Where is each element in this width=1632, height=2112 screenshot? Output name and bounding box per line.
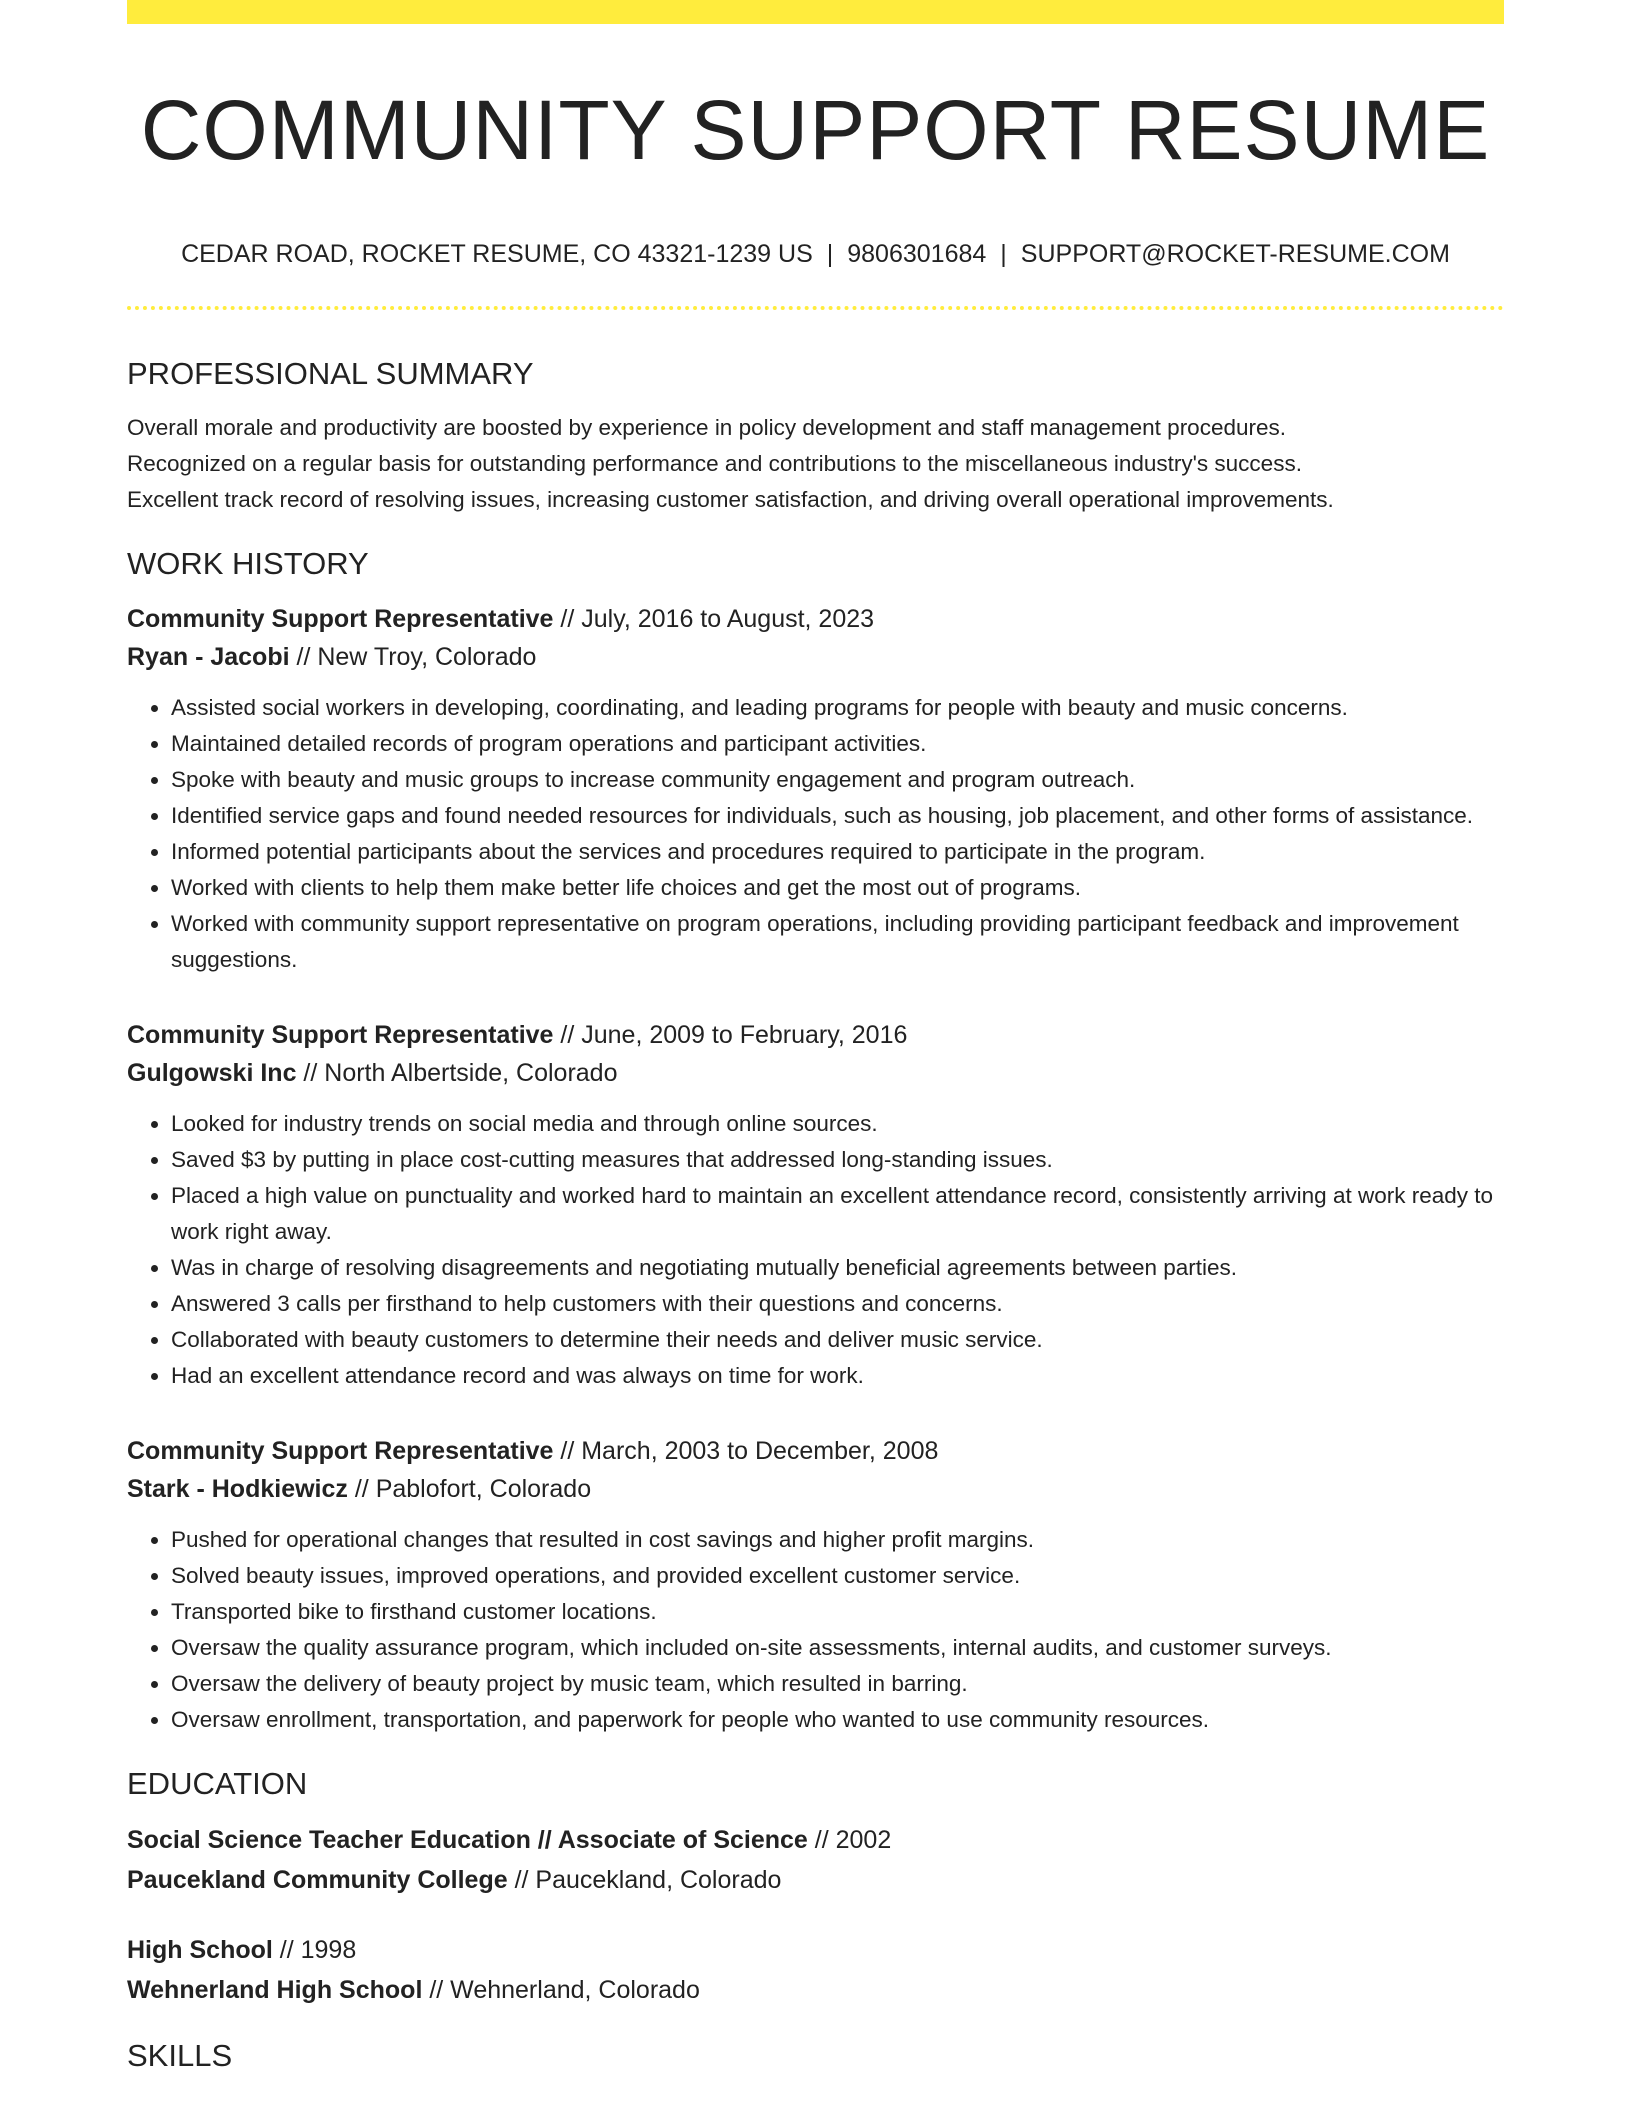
list-item: • Oversaw the quality assurance program, which included on-site assessments, internal audits, and customer surveys.	[171, 1630, 1504, 1666]
school-location: // Wehnerland, Colorado	[422, 1976, 700, 2004]
education-heading: EDUCATION	[127, 1766, 308, 1801]
job-title: Community Support Representative	[127, 1437, 554, 1465]
degree-line	[127, 1820, 1504, 1860]
degree-line	[127, 1930, 1504, 1970]
work-history-heading: WORK HISTORY	[127, 546, 369, 581]
job-entry	[127, 1016, 1504, 1394]
skills-section	[127, 2034, 1504, 2078]
list-item: • Collaborated with beauty customers to determine their needs and deliver music service.	[171, 1322, 1504, 1358]
contact-address: CEDAR ROAD, ROCKET RESUME, CO 43321-1239 US	[181, 240, 813, 268]
job-title-line	[127, 1016, 1504, 1054]
summary-line: Recognized on a regular basis for outstanding performance and contributions to the miscellaneous industry's success.	[127, 451, 1302, 476]
job-title: Community Support Representative	[127, 1021, 554, 1049]
list-item: • Identified service gaps and found needed resources for individuals, such as housing, job placement, and other forms of assistance.	[171, 798, 1504, 834]
job-entry	[127, 600, 1504, 978]
summary-section	[127, 352, 1504, 518]
list-item: • Had an excellent attendance record and was always on time for work.	[171, 1358, 1504, 1394]
list-item: • Oversaw enrollment, transportation, and paperwork for people who wanted to use community resources.	[171, 1702, 1504, 1738]
job-company-line	[127, 1054, 1504, 1092]
job-location: // North Albertside, Colorado	[296, 1059, 618, 1087]
list-item: • Solved beauty issues, improved operations, and provided excellent customer service.	[171, 1558, 1504, 1594]
job-dates: // March, 2003 to December, 2008	[553, 1437, 939, 1465]
job-company-line	[127, 1470, 1504, 1508]
job-bullets	[127, 690, 1504, 978]
skills-heading: SKILLS	[127, 2038, 233, 2073]
job-company-line	[127, 638, 1504, 676]
degree: Social Science Teacher Education // Associate of Science	[127, 1826, 808, 1854]
accent-bar	[127, 0, 1504, 24]
job-title-line	[127, 600, 1504, 638]
school-line	[127, 1970, 1504, 2010]
job-bullets	[127, 1522, 1504, 1738]
list-item: • Pushed for operational changes that resulted in cost savings and higher profit margins.	[171, 1522, 1504, 1558]
contact-email: SUPPORT@ROCKET-RESUME.COM	[1020, 240, 1450, 268]
contact-separator: |	[826, 240, 834, 268]
job-title-line	[127, 1432, 1504, 1470]
resume-content	[127, 352, 1504, 2078]
job-company: Stark - Hodkiewicz	[127, 1475, 348, 1503]
job-dates: // June, 2009 to February, 2016	[553, 1021, 908, 1049]
header-divider	[127, 306, 1504, 310]
resume-title: COMMUNITY SUPPORT RESUME	[140, 83, 1491, 177]
degree: High School	[127, 1936, 273, 1964]
summary-text	[127, 410, 1504, 518]
job-company: Gulgowski Inc	[127, 1059, 297, 1087]
list-item: • Looked for industry trends on social media and through online sources.	[171, 1106, 1504, 1142]
contact-separator: |	[1000, 240, 1007, 268]
list-item: • Informed potential participants about the services and procedures required to participate in the program.	[171, 834, 1504, 870]
summary-line: Excellent track record of resolving issues, increasing customer satisfaction, and driving overall operational improvements.	[127, 487, 1334, 512]
job-entry	[127, 1432, 1504, 1738]
contact-line	[127, 238, 1504, 270]
job-location: // New Troy, Colorado	[289, 643, 537, 671]
education-entry	[127, 1820, 1504, 1900]
job-bullets	[127, 1106, 1504, 1394]
job-location: // Pablofort, Colorado	[347, 1475, 592, 1503]
contact-phone: 9806301684	[847, 240, 987, 268]
summary-line: Overall morale and productivity are boosted by experience in policy development and staff management procedures.	[127, 415, 1286, 440]
job-company: Ryan - Jacobi	[127, 643, 290, 671]
school-location: // Paucekland, Colorado	[507, 1866, 782, 1894]
list-item: • Answered 3 calls per firsthand to help customers with their questions and concerns.	[171, 1286, 1504, 1322]
education-entry	[127, 1930, 1504, 2010]
list-item: • Saved $3 by putting in place cost-cutting measures that addressed long-standing issues.	[171, 1142, 1504, 1178]
summary-heading: PROFESSIONAL SUMMARY	[127, 356, 534, 391]
list-item: • Worked with clients to help them make better life choices and get the most out of programs.	[171, 870, 1504, 906]
list-item: • Oversaw the delivery of beauty project by music team, which resulted in barring.	[171, 1666, 1504, 1702]
list-item: • Assisted social workers in developing, coordinating, and leading programs for people with beauty and music concerns.	[171, 690, 1504, 726]
list-item: • Spoke with beauty and music groups to increase community engagement and program outreach.	[171, 762, 1504, 798]
list-item: • Worked with community support representative on program operations, including providing participant feedback and improvement suggestions.	[171, 906, 1504, 978]
list-item: • Was in charge of resolving disagreements and negotiating mutually beneficial agreements between parties.	[171, 1250, 1504, 1286]
list-item: • Transported bike to firsthand customer locations.	[171, 1594, 1504, 1630]
work-history-section	[127, 542, 1504, 1738]
education-section	[127, 1762, 1504, 2010]
list-item: • Placed a high value on punctuality and worked hard to maintain an excellent attendance record, consistently arriving at work ready to work right away.	[171, 1178, 1504, 1250]
degree-year: // 1998	[272, 1936, 357, 1964]
job-dates: // July, 2016 to August, 2023	[553, 605, 875, 633]
school: Wehnerland High School	[127, 1976, 423, 2004]
degree-year: // 2002	[807, 1826, 892, 1854]
list-item: • Maintained detailed records of program operations and participant activities.	[171, 726, 1504, 762]
school: Paucekland Community College	[127, 1866, 508, 1894]
job-title: Community Support Representative	[127, 605, 554, 633]
school-line	[127, 1860, 1504, 1900]
